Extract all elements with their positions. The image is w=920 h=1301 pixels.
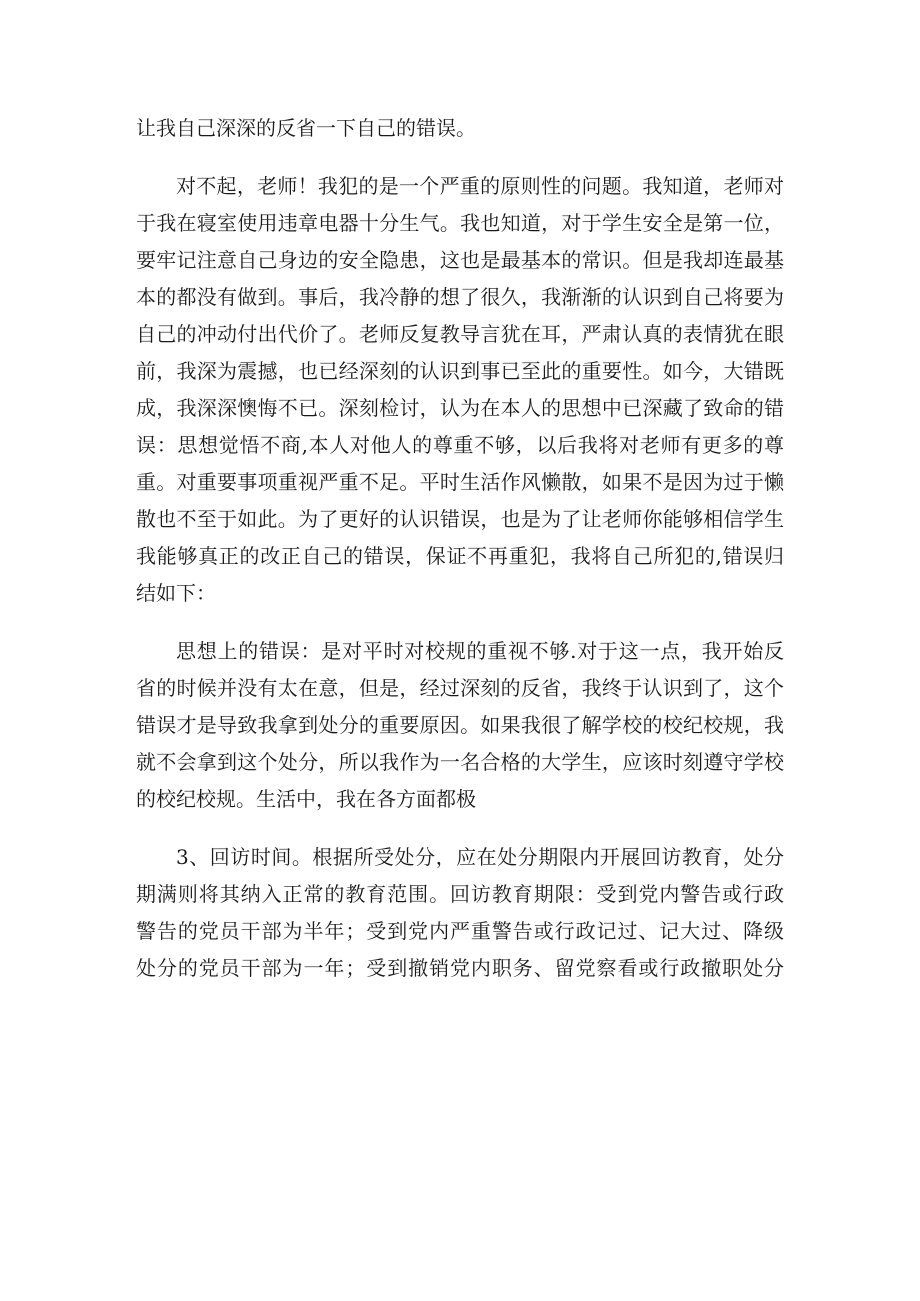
text-line: 成，我深深懊悔不已。深刻检讨，认为在本人的思想中已深藏了致命的错: [136, 396, 784, 420]
text-line: 就不会拿到这个处分，所以我作为一名合格的大学生，应该时刻遵守学校: [136, 750, 784, 774]
text-line: 让我自己深深的反省一下自己的错误。: [136, 116, 476, 140]
text-line: 省的时候并没有太在意，但是，经过深刻的反省，我终于认识到了，这个: [136, 676, 784, 700]
text-line: 对不起，老师！我犯的是一个严重的原则性的问题。我知道，老师对: [176, 174, 784, 198]
text-line: 处分的党员干部为一年；受到撤销党内职务、留党察看或行政撤职处分: [136, 956, 784, 980]
document-body: [136, 110, 784, 987]
text-line: 警告的党员干部为半年；受到党内严重警告或行政记过、记大过、降级: [136, 919, 784, 943]
text-line: 的校纪校规。生活中，我在各方面都极: [136, 787, 476, 811]
text-line: 自己的冲动付出代价了。老师反复教导言犹在耳，严肃认真的表情犹在眼: [136, 322, 784, 346]
text-line: 我能够真正的改正自己的错误，保证不再重犯，我将自己所犯的,错误归: [136, 544, 784, 568]
paragraph-follow-up-visit: [136, 839, 784, 987]
text-line: 于我在寝室使用违章电器十分生气。我也知道，对于学生安全是第一位，: [136, 211, 784, 235]
text-line: 3、回访时间。根据所受处分，应在处分期限内开展回访教育，处分: [176, 845, 784, 869]
text-line: 本的都没有做到。事后，我冷静的想了很久，我渐渐的认识到自己将要为: [136, 285, 784, 309]
text-line: 结如下：: [136, 581, 216, 605]
text-line: 重。对重要事项重视严重不足。平时生活作风懒散，如果不是因为过于懒: [136, 470, 784, 494]
text-line: 错误才是导致我拿到处分的重要原因。如果我很了解学校的校纪校规，我: [136, 713, 784, 737]
paragraph-ideological-error: [136, 633, 784, 818]
paragraph-apology: [136, 168, 784, 612]
text-line: 思想上的错误：是对平时对校规的重视不够.对于这一点，我开始反: [176, 639, 784, 663]
text-line: 期满则将其纳入正常的教育范围。回访教育期限：受到党内警告或行政: [136, 882, 784, 906]
paragraph-continuation: [136, 110, 784, 147]
text-line: 前，我深为震撼，也已经深刻的认识到事已至此的重要性。如今，大错既: [136, 359, 784, 383]
text-line: 误：思想觉悟不商,本人对他人的尊重不够，以后我将对老师有更多的尊: [136, 433, 784, 457]
text-line: 散也不至于如此。为了更好的认识错误，也是为了让老师你能够相信学生: [136, 507, 784, 531]
text-line: 要牢记注意自己身边的安全隐患，这也是最基本的常识。但是我却连最基: [136, 248, 784, 272]
